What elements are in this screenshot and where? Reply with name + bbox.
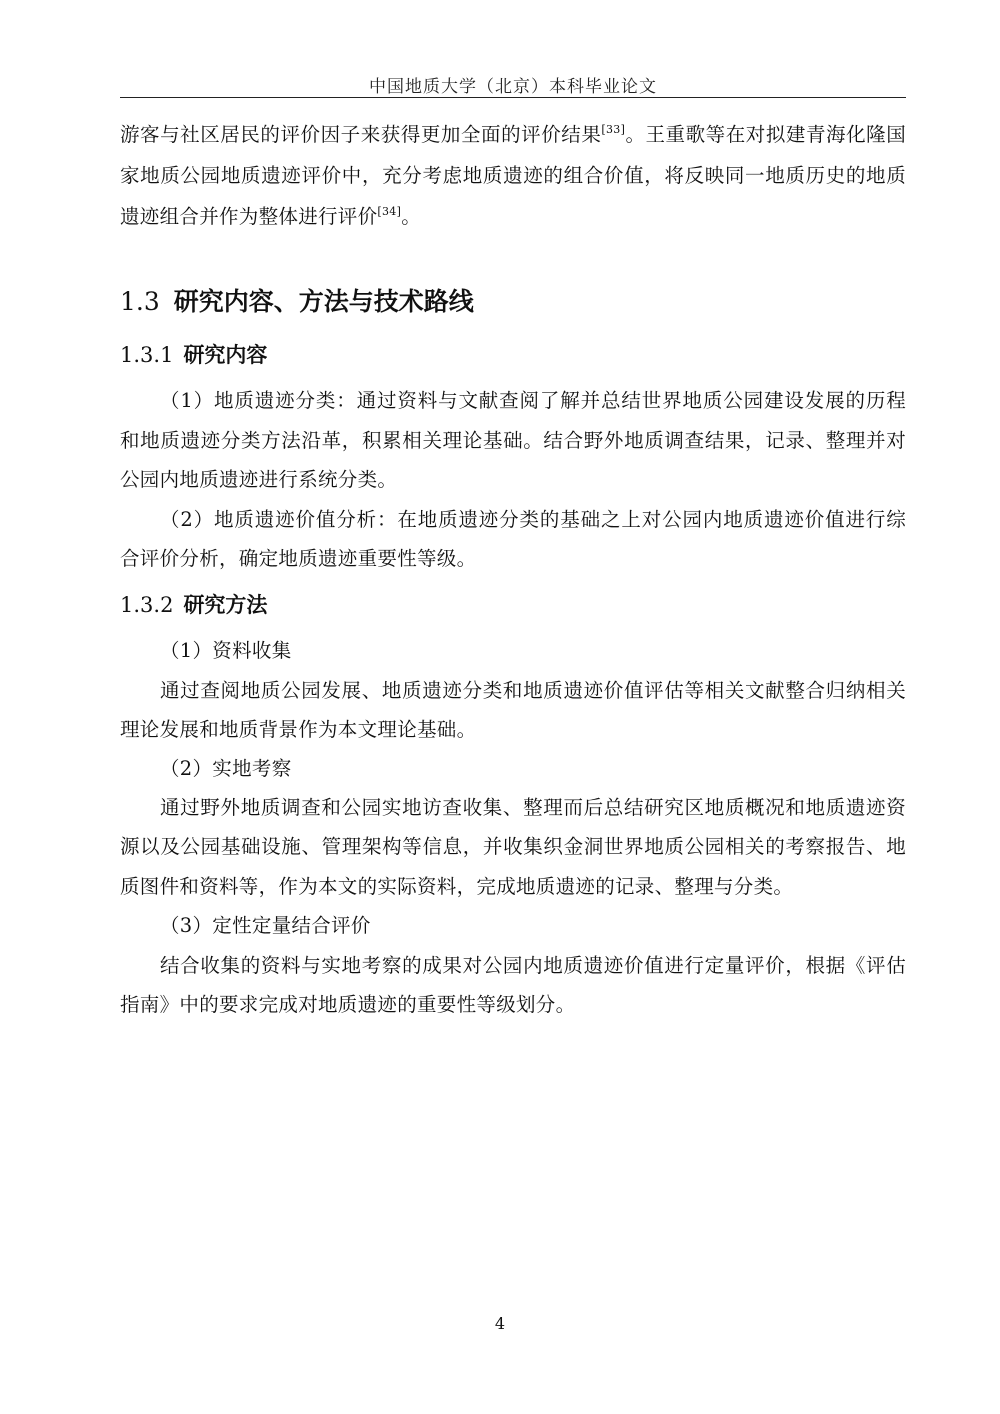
method-1-title: （1）资料收集 (160, 639, 292, 662)
subsection-number: 1.3.2 (120, 593, 174, 617)
content-p1-line-3: 公园内地质遗迹进行系统分类。 (120, 468, 398, 491)
method-1-line-2: 理论发展和地质背景作为本文理论基础。 (120, 718, 477, 741)
page-number: 4 (494, 1314, 506, 1333)
method-2-line-2: 源以及公园基础设施、管理架构等信息，并收集织金洞世界地质公园相关的考察报告、地 (120, 835, 906, 858)
subsection-title: 研究方法 (183, 593, 268, 617)
section-heading-1-3 (120, 286, 474, 318)
method-3-title: （3）定性定量结合评价 (160, 914, 371, 937)
intro-text-3: 遗迹组合并作为整体进行评价 (120, 205, 378, 228)
citation-34: [34] (377, 205, 402, 218)
intro-line-1 (120, 121, 906, 149)
method-1-line-1: 通过查阅地质公园发展、地质遗迹分类和地质遗迹价值评估等相关文献整合归纳相关 (160, 679, 906, 702)
intro-line-2: 家地质公园地质遗迹评价中，充分考虑地质遗迹的组合价值，将反映同一地质历史的地质 (120, 164, 906, 187)
intro-line-3 (120, 203, 906, 231)
citation-33: [33] (601, 123, 626, 136)
content-p1-line-1: （1）地质遗迹分类：通过资料与文献查阅了解并总结世界地质公园建设发展的历程 (160, 389, 906, 412)
content-p2-line-2: 合评价分析，确定地质遗迹重要性等级。 (120, 547, 477, 570)
intro-text-3b: 。 (401, 205, 421, 228)
method-3-line-2: 指南》中的要求完成对地质遗迹的重要性等级划分。 (120, 993, 576, 1016)
method-2-line-3: 质图件和资料等，作为本文的实际资料，完成地质遗迹的记录、整理与分类。 (120, 875, 794, 898)
subsection-title: 研究内容 (183, 343, 268, 367)
method-3-line-1: 结合收集的资料与实地考察的成果对公园内地质遗迹价值进行定量评价，根据《评估 (160, 954, 906, 977)
intro-text-1: 游客与社区居民的评价因子来获得更加全面的评价结果 (120, 123, 602, 146)
method-2-title: （2）实地考察 (160, 757, 292, 780)
header-rule (120, 97, 906, 98)
subsection-number: 1.3.1 (120, 343, 174, 367)
subsection-heading-1-3-2 (120, 591, 267, 619)
content-p1-line-2: 和地质遗迹分类方法沿革，积累相关理论基础。结合野外地质调查结果，记录、整理并对 (120, 429, 906, 452)
content-p2-line-1: （2）地质遗迹价值分析：在地质遗迹分类的基础之上对公园内地质遗迹价值进行综 (160, 508, 906, 531)
subsection-heading-1-3-1 (120, 341, 267, 369)
running-header: 中国地质大学（北京）本科毕业论文 (369, 77, 657, 97)
method-2-line-1: 通过野外地质调查和公园实地访查收集、整理而后总结研究区地质概况和地质遗迹资 (160, 796, 906, 819)
section-title: 研究内容、方法与技术路线 (173, 287, 474, 316)
section-number: 1.3 (120, 287, 160, 316)
intro-text-1b: 。王重歌等在对拟建青海化隆国 (625, 123, 907, 146)
